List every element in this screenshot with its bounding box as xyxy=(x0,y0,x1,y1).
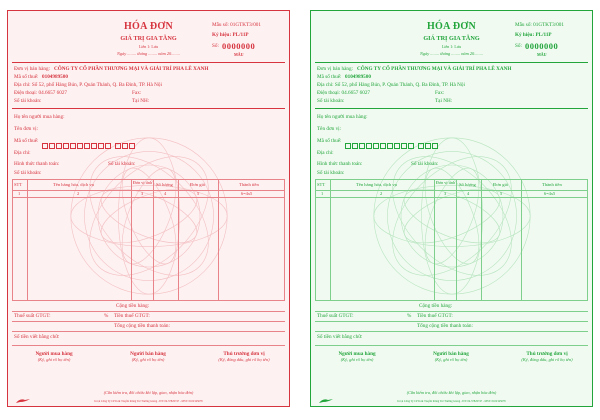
invoice-subtitle: GIÁ TRỊ GIA TĂNG xyxy=(120,35,177,42)
serial-sub: MẪU xyxy=(537,52,547,57)
table-header-stt: STT xyxy=(317,182,326,187)
buyer-tax-boxes xyxy=(345,137,439,155)
table-header-price: Đơn giá xyxy=(190,182,205,187)
vat-amount-label: Tiền thuế GTGT: xyxy=(417,313,453,319)
invoice-symbol: Ký hiệu: PL/11P xyxy=(212,32,249,38)
vat-percent: % xyxy=(407,313,412,319)
table-header-unit: Đơn vị tính xyxy=(132,180,153,185)
in-words-label: Số tiền viết bằng chữ: xyxy=(14,334,60,340)
table-index-5: 5 xyxy=(500,191,503,196)
seller-account: Số tài khoản: xyxy=(14,98,42,104)
table-header-name: Tên hàng hóa, dịch vụ xyxy=(53,182,94,187)
seller-phone: Điện thoại: 04.6657 6027 xyxy=(317,90,371,96)
seller-bank: Tại NH: xyxy=(132,98,150,104)
seller-bank: Tại NH: xyxy=(435,98,453,104)
serial-sub: MẪU xyxy=(234,52,244,57)
table-index-5: 5 xyxy=(197,191,200,196)
table-index-2: 2 xyxy=(77,191,80,196)
serial-label: Số: xyxy=(212,43,219,49)
total-goods-label: Cộng tiền hàng: xyxy=(116,303,150,309)
invoice-symbol: Ký hiệu: PL/11P xyxy=(515,32,552,38)
signer-buyer-note: (Ký, ghi rõ họ tên) xyxy=(340,357,374,362)
table-header-qty: Số lượng xyxy=(459,182,476,187)
serial-number: 0000000 xyxy=(222,41,256,51)
tax-code-label: Mã số thuế: xyxy=(317,74,342,80)
tax-code-label: Mã số thuế: xyxy=(14,74,39,80)
seller-name: CÔNG TY CỔ PHẦN THƯƠNG MẠI VÀ GIẢI TRÍ PHA LÊ XANH xyxy=(357,66,512,72)
buyer-tax-boxes xyxy=(42,137,136,155)
seller-phone: Điện thoại: 04.6657 6027 xyxy=(14,90,68,96)
table-header-unit: Đơn vị tính xyxy=(435,180,456,185)
print-note: In tại Công Ty CP In & Truyền thông Trẻ Trường Giang - ĐT: 04.37826747 - MST: 0102345678 xyxy=(94,400,203,403)
serial-number: 0000000 xyxy=(525,41,559,51)
invoice-copy-red xyxy=(7,10,290,407)
buyer-account-label: Số tài khoản: xyxy=(108,161,136,167)
table-header-amount: Thành tiền xyxy=(239,182,259,187)
signer-seller-note: (Ký, ghi rõ họ tên) xyxy=(434,357,468,362)
signer-seller-title: Người bán hàng xyxy=(130,351,166,357)
in-words-label: Số tiền viết bằng chữ: xyxy=(317,334,363,340)
invoice-copy-green xyxy=(310,10,593,407)
table-index-4: 4 xyxy=(164,191,167,196)
seller-address: Địa chỉ: Số 52, phố Hàng Bún, P. Quán Thánh, Q. Ba Đình, TP. Hà Nội xyxy=(14,82,162,88)
vat-rate-label: Thuế suất GTGT: xyxy=(317,313,354,319)
grand-total-label: Tổng cộng tiền thanh toán: xyxy=(417,323,473,329)
invoice-title: HÓA ĐƠN xyxy=(123,21,174,32)
seller-label: Đơn vị bán hàng: xyxy=(317,66,354,72)
tax-code: 0104989500 xyxy=(345,74,371,80)
payment-method-label: Hình thức thanh toán: xyxy=(14,161,60,167)
signer-director-note: (Ký, đóng dấu, ghi rõ họ tên) xyxy=(218,357,270,362)
header-divider xyxy=(12,62,285,63)
table-header-amount: Thành tiền xyxy=(542,182,562,187)
seller-divider xyxy=(315,108,588,109)
buyer-tax-label: Mã số thuế: xyxy=(14,138,39,144)
table-index-6: 6=4x5 xyxy=(544,191,556,196)
seller-account: Số tài khoản: xyxy=(317,98,345,104)
table-header-price: Đơn giá xyxy=(493,182,508,187)
seller-address: Địa chỉ: Số 52, phố Hàng Bún, P. Quán Thánh, Q. Ba Đình, TP. Hà Nội xyxy=(317,82,465,88)
buyer-name-label: Họ tên người mua hàng: xyxy=(317,114,368,120)
invoice-title: HÓA ĐƠN xyxy=(426,21,477,32)
grand-total-label: Tổng cộng tiền thanh toán: xyxy=(114,323,170,329)
table-header-qty: Số lượng xyxy=(156,182,173,187)
footer-note: (Cần kiểm tra, đối chiếu khi lập, giao, nhận hóa đơn) xyxy=(406,390,497,395)
buyer-account-label-2: Số tài khoản: xyxy=(14,170,42,176)
serial-label: Số: xyxy=(515,43,522,49)
table-index-6: 6=4x5 xyxy=(241,191,253,196)
buyer-account-label: Số tài khoản: xyxy=(411,161,439,167)
seller-label: Đơn vị bán hàng: xyxy=(14,66,51,72)
table-header-stt: STT xyxy=(14,182,23,187)
seller-fax: Fax: xyxy=(132,90,142,96)
vat-amount-label: Tiền thuế GTGT: xyxy=(114,313,150,319)
vat-rate-label: Thuế suất GTGT: xyxy=(14,313,51,319)
date-line: Ngày ........ tháng ........ năm 20........ xyxy=(419,51,484,56)
buyer-address-label: Địa chỉ: xyxy=(317,150,334,156)
signer-seller-title: Người bán hàng xyxy=(433,351,469,357)
items-table xyxy=(315,179,588,301)
signer-director-title: Thủ trưởng đơn vị xyxy=(526,351,568,357)
date-line: Ngày ........ tháng ........ năm 20........ xyxy=(116,51,181,56)
print-note: In tại Công Ty CP In & Truyền thông Trẻ Trường Giang - ĐT: 04.37826747 - MST: 0102345678 xyxy=(397,400,506,403)
signer-buyer-title: Người mua hàng xyxy=(35,351,73,357)
invoice-subtitle: GIÁ TRỊ GIA TĂNG xyxy=(423,35,480,42)
buyer-account-label-2: Số tài khoản: xyxy=(317,170,345,176)
buyer-unit-label: Tên đơn vị: xyxy=(14,126,39,132)
header-divider xyxy=(315,62,588,63)
payment-method-label: Hình thức thanh toán: xyxy=(317,161,363,167)
signer-seller-note: (Ký, ghi rõ họ tên) xyxy=(131,357,165,362)
seller-divider xyxy=(12,108,285,109)
seller-name: CÔNG TY CỔ PHẦN THƯƠNG MẠI VÀ GIẢI TRÍ PHA LÊ XANH xyxy=(54,66,209,72)
copy-label: Liên 1: Lưu xyxy=(138,44,159,49)
signer-buyer-title: Người mua hàng xyxy=(338,351,376,357)
form-number: Mẫu số: 01GTKT3/001 xyxy=(212,22,261,28)
table-index-1: 1 xyxy=(321,191,324,196)
form-number: Mẫu số: 01GTKT3/001 xyxy=(515,22,564,28)
tax-code: 0104989500 xyxy=(42,74,68,80)
buyer-address-label: Địa chỉ: xyxy=(14,150,31,156)
table-index-1: 1 xyxy=(18,191,21,196)
signer-director-note: (Ký, đóng dấu, ghi rõ họ tên) xyxy=(521,357,573,362)
signer-buyer-note: (Ký, ghi rõ họ tên) xyxy=(37,357,71,362)
seller-fax: Fax: xyxy=(435,90,445,96)
copy-label: Liên 1: Lưu xyxy=(441,44,462,49)
table-index-2: 2 xyxy=(380,191,383,196)
table-header-name: Tên hàng hóa, dịch vụ xyxy=(356,182,397,187)
table-index-3: 3 xyxy=(444,191,447,196)
footer-note: (Cần kiểm tra, đối chiếu khi lập, giao, nhận hóa đơn) xyxy=(103,390,194,395)
buyer-name-label: Họ tên người mua hàng: xyxy=(14,114,65,120)
buyer-unit-label: Tên đơn vị: xyxy=(317,126,342,132)
total-goods-label: Cộng tiền hàng: xyxy=(419,303,453,309)
table-index-4: 4 xyxy=(467,191,470,196)
vat-percent: % xyxy=(104,313,109,319)
table-index-3: 3 xyxy=(141,191,144,196)
buyer-tax-label: Mã số thuế: xyxy=(317,138,342,144)
signer-director-title: Thủ trưởng đơn vị xyxy=(223,351,265,357)
items-table xyxy=(12,179,285,301)
